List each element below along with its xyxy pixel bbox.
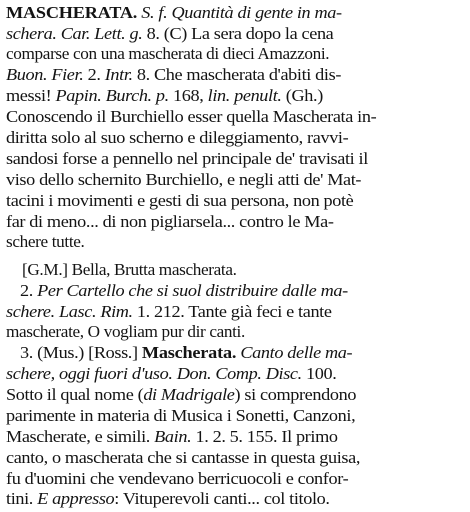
text-run: tacini i movimenti e gesti di sua persona, non potè — [6, 191, 354, 210]
text-run: diritta solo al suo scherno e dileggiamento, ravvi- — [6, 128, 349, 147]
text-run: schere, oggi fuori d'uso. Don. Comp. Disc. — [6, 364, 302, 383]
text-line — [6, 192, 353, 209]
text-run: Mascherate, e simili. — [6, 427, 155, 446]
entry-heading-line — [6, 4, 342, 21]
text-line — [6, 365, 336, 382]
text-run: comparse con una mascherata di dieci Amazzoni. — [6, 44, 330, 63]
text-run: ) si comprendono — [234, 385, 357, 404]
text-run: 3. (Mus.) [Ross.] — [20, 343, 142, 362]
text-run: Mascherata. — [141, 343, 237, 362]
text-run: di Madrigale — [143, 385, 235, 404]
text-line — [6, 233, 84, 250]
text-run: 168, — [168, 86, 208, 105]
text-run: viso dello schernito Burchiello, e negli atti de' Mat- — [6, 170, 362, 189]
text-line — [6, 449, 360, 466]
text-line — [6, 428, 338, 445]
text-line — [6, 129, 348, 146]
text-line — [6, 323, 245, 340]
text-run: Conoscendo il Burchiello esser quella Mascherata in- — [6, 107, 377, 126]
text-line — [6, 171, 361, 188]
text-run: 8. (C) La sera dopo la cena — [142, 24, 334, 43]
text-run: 8. Che mascherata d'abiti dis- — [132, 65, 342, 84]
text-run: schera. Car. Lett. g. — [6, 24, 143, 43]
text-line — [6, 470, 348, 487]
text-run: canto, o mascherata che si cantasse in questa guisa, — [6, 448, 361, 467]
text-run: 2. — [20, 281, 38, 300]
text-run: schere. Lasc. Rim. — [6, 302, 133, 321]
text-run: [G.M.] Bella, Brutta mascherata. — [22, 260, 237, 279]
text-run: : Vituperevoli canti... col titolo. — [114, 489, 330, 508]
text-run: 2. — [83, 65, 105, 84]
text-run: schere tutte. — [6, 232, 85, 251]
text-line — [20, 344, 352, 361]
text-run: Papin. Burch. p. — [55, 86, 169, 105]
text-run: lin. penult. — [207, 86, 282, 105]
text-line — [20, 282, 348, 299]
text-line — [6, 386, 356, 403]
text-run: Intr. — [104, 65, 133, 84]
text-run: mascherate, O vogliam pur dir canti. — [6, 322, 245, 341]
text-run: parimente in materia di Musica i Sonetti, Canzoni, — [6, 406, 356, 425]
headword: MASCHERATA. — [6, 3, 138, 22]
text-line — [6, 303, 332, 320]
text-line — [6, 45, 329, 62]
text-line — [6, 25, 333, 42]
text-line — [6, 213, 334, 230]
text-run: sandosi forse a pennello nel principale de' travisati il — [6, 149, 368, 168]
text-run: messi! — [6, 86, 56, 105]
text-run: S. f. Quantità di gente in ma- — [141, 3, 342, 22]
text-run: Sotto il qual nome ( — [6, 385, 144, 404]
text-run: far di meno... di non pigliarsela... contro le Ma- — [6, 212, 334, 231]
text-run: tini. — [6, 489, 38, 508]
text-line — [22, 261, 237, 278]
text-run: Canto delle ma- — [240, 343, 353, 362]
text-line — [6, 66, 341, 83]
text-line — [6, 490, 330, 507]
text-run: 1. 2. 5. 155. Il primo — [191, 427, 338, 446]
text-run: (Gh.) — [281, 86, 323, 105]
text-line — [6, 108, 376, 125]
text-run: Bain. — [154, 427, 192, 446]
text-run: E appresso — [37, 489, 115, 508]
text-line — [6, 87, 323, 104]
text-run: Buon. Fier. — [6, 65, 84, 84]
text-run: fu d'uomini che vendevano berricuocoli e confor- — [6, 469, 349, 488]
text-line — [6, 150, 368, 167]
text-line — [6, 407, 355, 424]
text-run: Per Cartello che si suol distribuire dalle ma- — [37, 281, 348, 300]
text-run: 100. — [301, 364, 337, 383]
text-run: 1. 212. Tante già feci e tante — [132, 302, 332, 321]
